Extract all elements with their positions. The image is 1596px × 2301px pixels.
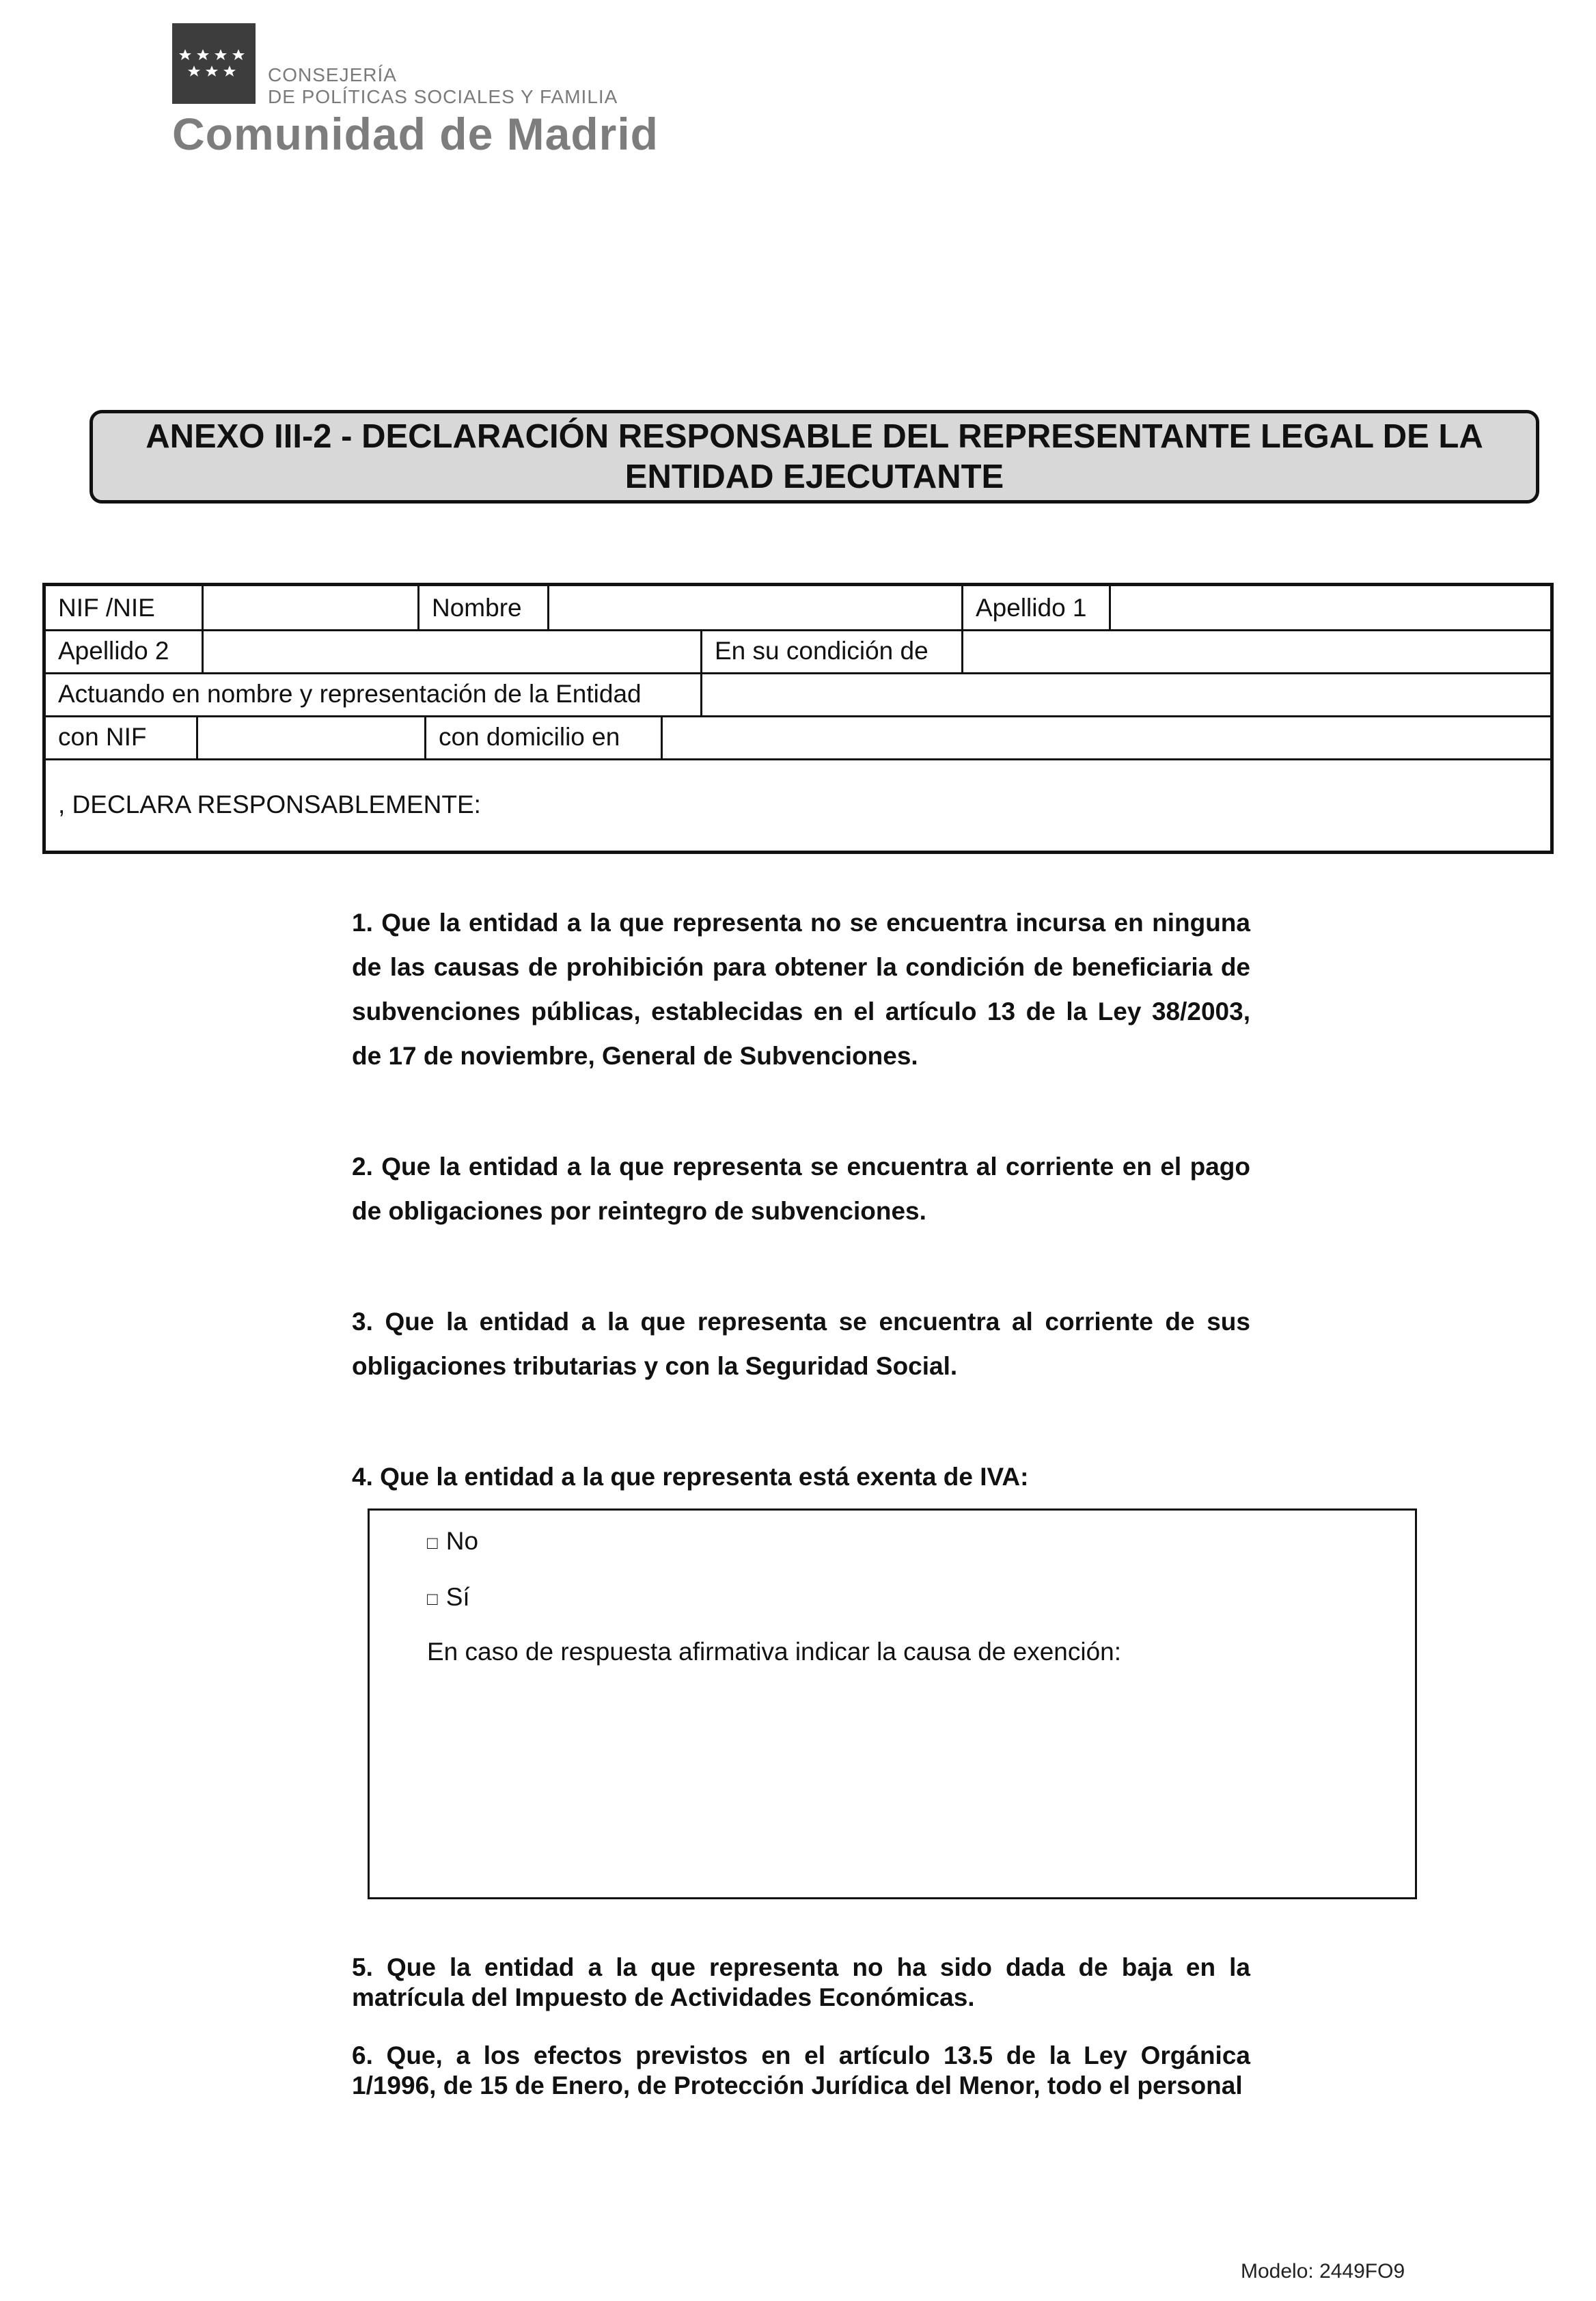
nif-nie-field[interactable]	[202, 586, 417, 629]
department-line-2: DE POLÍTICAS SOCIALES Y FAMILIA	[268, 86, 618, 107]
iva-option-no-label: No	[445, 1527, 479, 1555]
iva-exemption-note: En caso de respuesta afirmativa indicar la causa de exención:	[427, 1638, 1122, 1666]
nif-nie-label: NIF /NIE	[58, 593, 155, 622]
apellido1-label: Apellido 1	[961, 586, 1109, 629]
stars-icon	[179, 48, 250, 81]
department-line-1: CONSEJERÍA	[268, 64, 397, 85]
apellido2-label: Apellido 2	[58, 636, 169, 665]
form-row-1	[46, 586, 1550, 631]
declara-label: , DECLARA RESPONSABLEMENTE:	[58, 790, 481, 818]
con-nif-field[interactable]	[196, 715, 424, 758]
declaration-5: 5. Que la entidad a la que representa no ha sido dada de baja en la matrícula del Impuesto de Actividades Económicas.	[352, 1953, 1250, 2011]
checkbox-icon[interactable]: □	[427, 1532, 438, 1553]
con-nif-label: con NIF	[58, 722, 147, 751]
title-banner	[90, 410, 1539, 504]
apellido2-field[interactable]	[202, 629, 700, 672]
domicilio-field[interactable]	[661, 715, 1550, 758]
declaration-4: 4. Que la entidad a la que representa está exenta de IVA:	[352, 1463, 1029, 1491]
nombre-label: Nombre	[417, 586, 547, 629]
page-title: ANEXO III-2 - DECLARACIÓN RESPONSABLE DEL REPRESENTANTE LEGAL DE LA ENTIDAD EJECUTANTE	[146, 417, 1483, 495]
form-row-2	[46, 629, 1550, 674]
form-row-5	[46, 758, 1550, 851]
identification-form	[42, 583, 1554, 854]
iva-option-si-label: Sí	[445, 1583, 470, 1611]
nombre-field[interactable]	[547, 586, 961, 629]
organization-name: Comunidad de Madrid	[172, 109, 659, 159]
logo-comunidad-madrid	[172, 23, 698, 160]
condicion-field[interactable]	[961, 629, 1550, 672]
actuando-label: Actuando en nombre y representación de la Entidad	[58, 679, 642, 708]
checkbox-icon[interactable]: □	[427, 1588, 438, 1609]
model-code: Modelo: 2449FO9	[1241, 2260, 1405, 2283]
declaration-1: 1. Que la entidad a la que representa no se encuentra incursa en ninguna de las causas de prohibición para obtener la condición de beneficiaria de subvenciones públicas, establecidas en el artículo 13 de la Ley 38/2003, de 17 de noviembre, General de Subvenciones.	[352, 909, 1250, 1070]
apellido1-field[interactable]	[1109, 586, 1550, 629]
condicion-label: En su condición de	[700, 629, 961, 672]
entidad-field[interactable]	[700, 672, 1550, 715]
declaration-2: 2. Que la entidad a la que representa se encuentra al corriente en el pago de obligaciones por reintegro de subvenciones.	[352, 1153, 1250, 1225]
form-row-3	[46, 672, 1550, 717]
form-row-4	[46, 715, 1550, 760]
declaration-3: 3. Que la entidad a la que representa se encuentra al corriente de sus obligaciones tributarias y con la Seguridad Social.	[352, 1308, 1250, 1380]
domicilio-label: con domicilio en	[424, 715, 661, 758]
iva-option-no[interactable]	[427, 1527, 478, 1556]
iva-option-si[interactable]	[427, 1583, 470, 1612]
iva-exemption-box	[368, 1508, 1417, 1899]
madrid-flag-logo	[172, 23, 256, 104]
declaration-6: 6. Que, a los efectos previstos en el artículo 13.5 de la Ley Orgánica 1/1996, de 15 de Enero, de Protección Jurídica del Menor, todo el personal	[352, 2041, 1250, 2099]
